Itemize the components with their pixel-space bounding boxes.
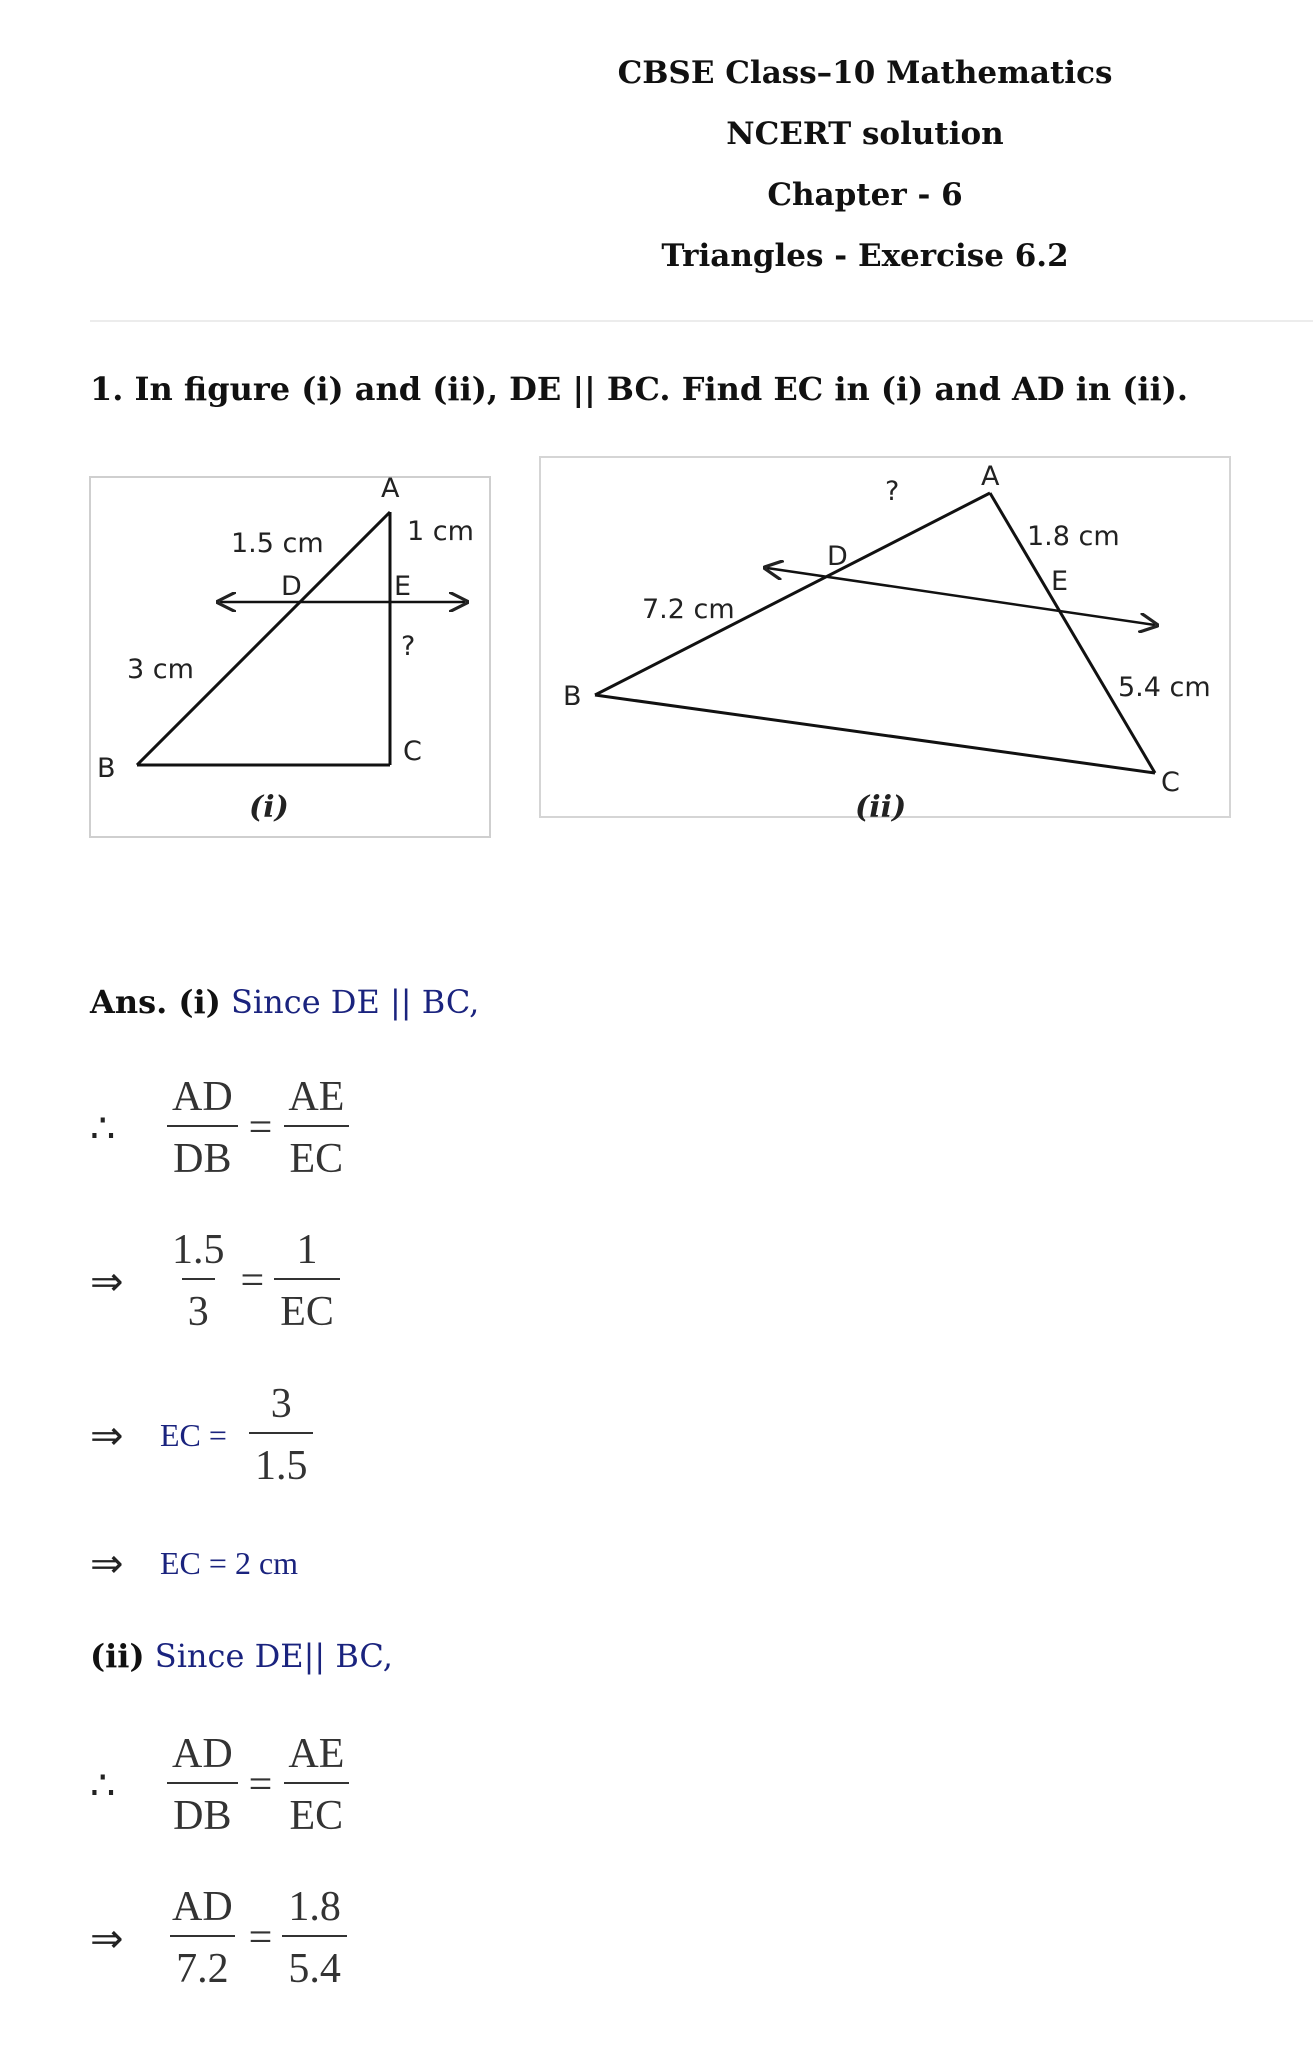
fig-i-label-ad: 1.5 cm [231,528,324,559]
fig-ii-label-e: E [1051,566,1069,597]
answer-i-step-3 [90,1382,319,1488]
fig-ii-line-de [767,568,1155,625]
fig-ii-label-b: B [563,681,582,712]
answer-ii-intro [90,1637,393,1675]
fig-i-label-e: E [394,571,412,602]
fig-ii-label-ec: 5.4 cm [1118,672,1211,703]
answer-i-step-1 [90,1075,356,1181]
therefore-symbol: ∴ [90,1105,116,1151]
fig-i-label-c: C [403,736,422,767]
implies-symbol: ⇒ [90,1915,124,1961]
numerator: AD [172,1731,233,1777]
fig-ii-side-bc [595,695,1155,773]
answer-ii-label: (ii) [90,1637,145,1675]
equals-sign: = [248,1105,273,1151]
answer-ii-step-2 [90,1885,353,1991]
equals-sign: = [248,1762,273,1808]
fraction [160,1228,237,1334]
fraction [160,1885,245,1991]
fig-i-label-ec: ? [401,631,416,662]
denominator: DB [167,1782,237,1838]
fig-ii-label-ad: ? [885,476,900,507]
fig-ii-label-db: 7.2 cm [642,594,735,625]
denominator: 7.2 [170,1935,235,1991]
denominator: 5.4 [282,1935,347,1991]
figure-svg [85,455,1235,845]
fig-ii-label-ae: 1.8 cm [1027,521,1120,552]
fraction [276,1732,356,1838]
numerator: 3 [270,1381,292,1427]
denominator: EC [284,1125,350,1181]
header-course: CBSE Class–10 Mathematics [617,55,1113,91]
fig-ii-label-d: D [827,541,848,572]
answer-i-statement: Since DE || BC, [231,983,480,1021]
fraction [276,1075,356,1181]
implies-symbol: ⇒ [90,1258,124,1304]
denominator: EC [284,1782,350,1838]
fraction [243,1382,320,1488]
numerator: 1.5 [172,1227,225,1273]
numerator: AD [172,1884,233,1930]
figure-ii-frame [540,457,1230,817]
therefore-symbol: ∴ [90,1762,116,1808]
header-subtitle: NCERT solution [726,116,1004,152]
numerator: 1.8 [288,1884,341,1930]
fig-ii-caption: (ii) [855,790,907,825]
answer-i-label: Ans. (i) [90,983,221,1021]
fraction [268,1228,346,1334]
ec-expression: EC = [160,1416,227,1453]
fig-i-label-db: 3 cm [127,654,194,685]
fig-i-label-d: D [281,571,302,602]
implies-symbol: ⇒ [90,1541,124,1586]
ec-result: EC = 2 cm [160,1545,299,1581]
header-exercise: Triangles - Exercise 6.2 [661,238,1069,274]
document-header [560,48,1170,292]
fraction [160,1075,245,1181]
implies-symbol: ⇒ [90,1412,124,1458]
answer-i-step-2 [90,1228,346,1334]
figure-ii [563,461,1211,825]
answer-i-intro [90,983,479,1021]
question-text: 1. In figure (i) and (ii), DE || BC. Find EC in (i) and AD in (ii). [90,370,1189,408]
fig-ii-label-a: A [981,461,1000,492]
answer-ii-statement: Since DE|| BC, [154,1637,393,1675]
fraction [276,1885,353,1991]
fraction [160,1732,245,1838]
numerator: 1 [296,1227,318,1273]
header-chapter: Chapter - 6 [767,177,963,213]
fig-i-label-ae: 1 cm [407,516,474,547]
numerator: AE [288,1074,345,1120]
answer-ii-step-1 [90,1732,356,1838]
denominator: DB [167,1125,237,1181]
equals-sign: = [248,1915,273,1961]
answer-i-result [90,1540,314,1587]
triangle-figures [85,455,1235,845]
fig-i-label-a: A [381,473,400,504]
equals-sign: = [240,1258,265,1304]
denominator: 3 [182,1278,215,1334]
denominator: 1.5 [249,1432,314,1488]
denominator: EC [274,1278,340,1334]
numerator: AD [172,1074,233,1120]
fig-i-caption: (i) [249,790,289,825]
figure-i [97,473,474,825]
fig-i-label-b: B [97,753,116,784]
numerator: AE [288,1731,345,1777]
fig-ii-label-c: C [1161,767,1180,798]
header-divider [90,320,1313,322]
